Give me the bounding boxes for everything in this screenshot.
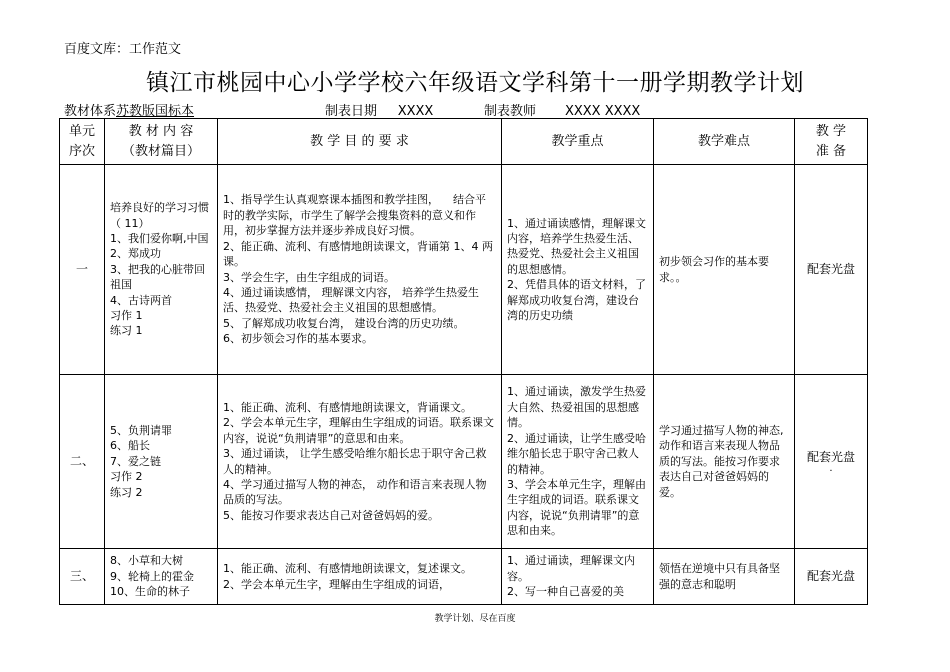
prep-text: 配套光盘 — [806, 449, 855, 464]
prep-cell: 配套光盘 — [795, 549, 868, 605]
teacher-value: XXXX XXXX — [564, 104, 641, 119]
focus-cell: 1、通过诵读，激发学生热爱大自然、热爱祖国的思想感情。 2、通过诵读，让学生感受哈维尔船长忠于职守舍己救人的精神。 3、学会本单元生字，理解由生字组成的词语。联系课文内容，说说“负荆请罪”的意思和由来。 — [502, 375, 654, 549]
header-difficulty: 教学难点 — [654, 119, 795, 165]
textbook-label: 教材体系 — [64, 104, 117, 119]
header-focus: 教学重点 — [502, 119, 654, 165]
source-label: 百度文库：工作范文 — [64, 42, 182, 57]
page-title: 镇江市桃园中心小学学校六年级语文学科第十一册学期教学计划 — [146, 70, 804, 96]
prep-cell: 配套光盘 — [795, 165, 868, 375]
table-row — [60, 375, 868, 549]
goals-cell: 1、能正确、流利、有感情地朗读课文，背诵课文。 2、学会本单元生字，理解由生字组成的词语。联系课文内容，说说“负荆请罪”的意思和由来。 3、通过诵读， 让学生感受哈维尔船长忠于职守舍己救人的精神。 4、学习通过描写人物的神态， 动作和语言来表现人物品质的写法。 5、能按习作要求表达自己对爸爸妈妈的爱。 — [218, 375, 502, 549]
date-info — [325, 100, 433, 119]
material-cell: 培养良好的学习习惯（ 11） 1、我们爱你啊,中国 2、郑成功 3、把我的心脏带回祖国 4、古诗两首 习作 1 练习 1 — [105, 165, 218, 375]
date-value: XXXX — [397, 104, 434, 119]
unit-cell: 一 — [60, 165, 105, 375]
header-material: 教 材 内 容 （教材篇目） — [105, 119, 218, 165]
goals-line-start: 1、指导学生认真观察课本插图和教学挂图， — [223, 193, 439, 207]
focus-cell: 1、通过诵读，理解课文内容。 2、写一种自己喜爱的美 — [502, 549, 654, 605]
prep-cell — [795, 375, 868, 549]
table-header-row — [60, 119, 868, 165]
table-row — [60, 549, 868, 605]
textbook-value: 苏教版国标本 — [116, 104, 195, 119]
unit-cell: 二、 — [60, 375, 105, 549]
header-goals: 教 学 目 的 要 求 — [218, 119, 502, 165]
material-cell: 5、负荆请罪 6、船长 7、爱之链 习作 2 练习 2 — [105, 375, 218, 549]
unit-cell: 三、 — [60, 549, 105, 605]
goals-cell — [218, 165, 502, 375]
focus-cell: 1、通过诵读感情，理解课文内容，培养学生热爱生活、热爱党、热爱社会主义祖国的思想感情。 2、凭借具体的语文材料，了解郑成功收复台湾，建设台湾的历史功绩 — [502, 165, 654, 375]
table-row — [60, 165, 868, 375]
header-prep: 教 学 准 备 — [795, 119, 868, 165]
difficulty-cell: 学习通过描写人物的神态, 动作和语言来表现人物品质的写法。能按习作要求表达自己对爸爸妈妈的爱。 — [654, 375, 795, 549]
prep-mark: . — [829, 463, 833, 475]
header-unit: 单元 序次 — [60, 119, 105, 165]
teacher-info — [484, 100, 640, 119]
difficulty-cell: 初步领会习作的基本要求。。 — [654, 165, 795, 375]
teacher-label: 制表教师 — [484, 104, 537, 119]
teaching-plan-table — [59, 118, 868, 605]
material-cell: 8、小草和大树 9、轮椅上的霍金 10、生命的林子 — [105, 549, 218, 605]
goals-line-rest: 结合平时的教学实际，市学生了解学会搜集资料的意义和作用，初步掌握方法并逐步养成良好习惯。 2、能正确、流利、有感情地朗读课文，背诵第 1、4 两课。 3、学会生字，由生字组成的词语。 4、通过诵读感情， 理解课文内容， 培养学生热爱生活、热爱党、热爱社会主义祖国的思想感情。 5、了解郑成功收复台湾， 建设台湾的历史功绩。 6、初步领会习作的基本要求。 — [223, 193, 493, 346]
difficulty-cell: 领悟在逆境中只有具备坚强的意志和聪明 — [654, 549, 795, 605]
date-label: 制表日期 — [325, 104, 378, 119]
textbook-info — [64, 100, 194, 119]
goals-cell: 1、能正确、流利、有感情地朗读课文，复述课文。 2、学会本单元生字，理解由生字组成的词语， — [218, 549, 502, 605]
page-footer: 教学计划、尽在百度 — [434, 614, 516, 624]
